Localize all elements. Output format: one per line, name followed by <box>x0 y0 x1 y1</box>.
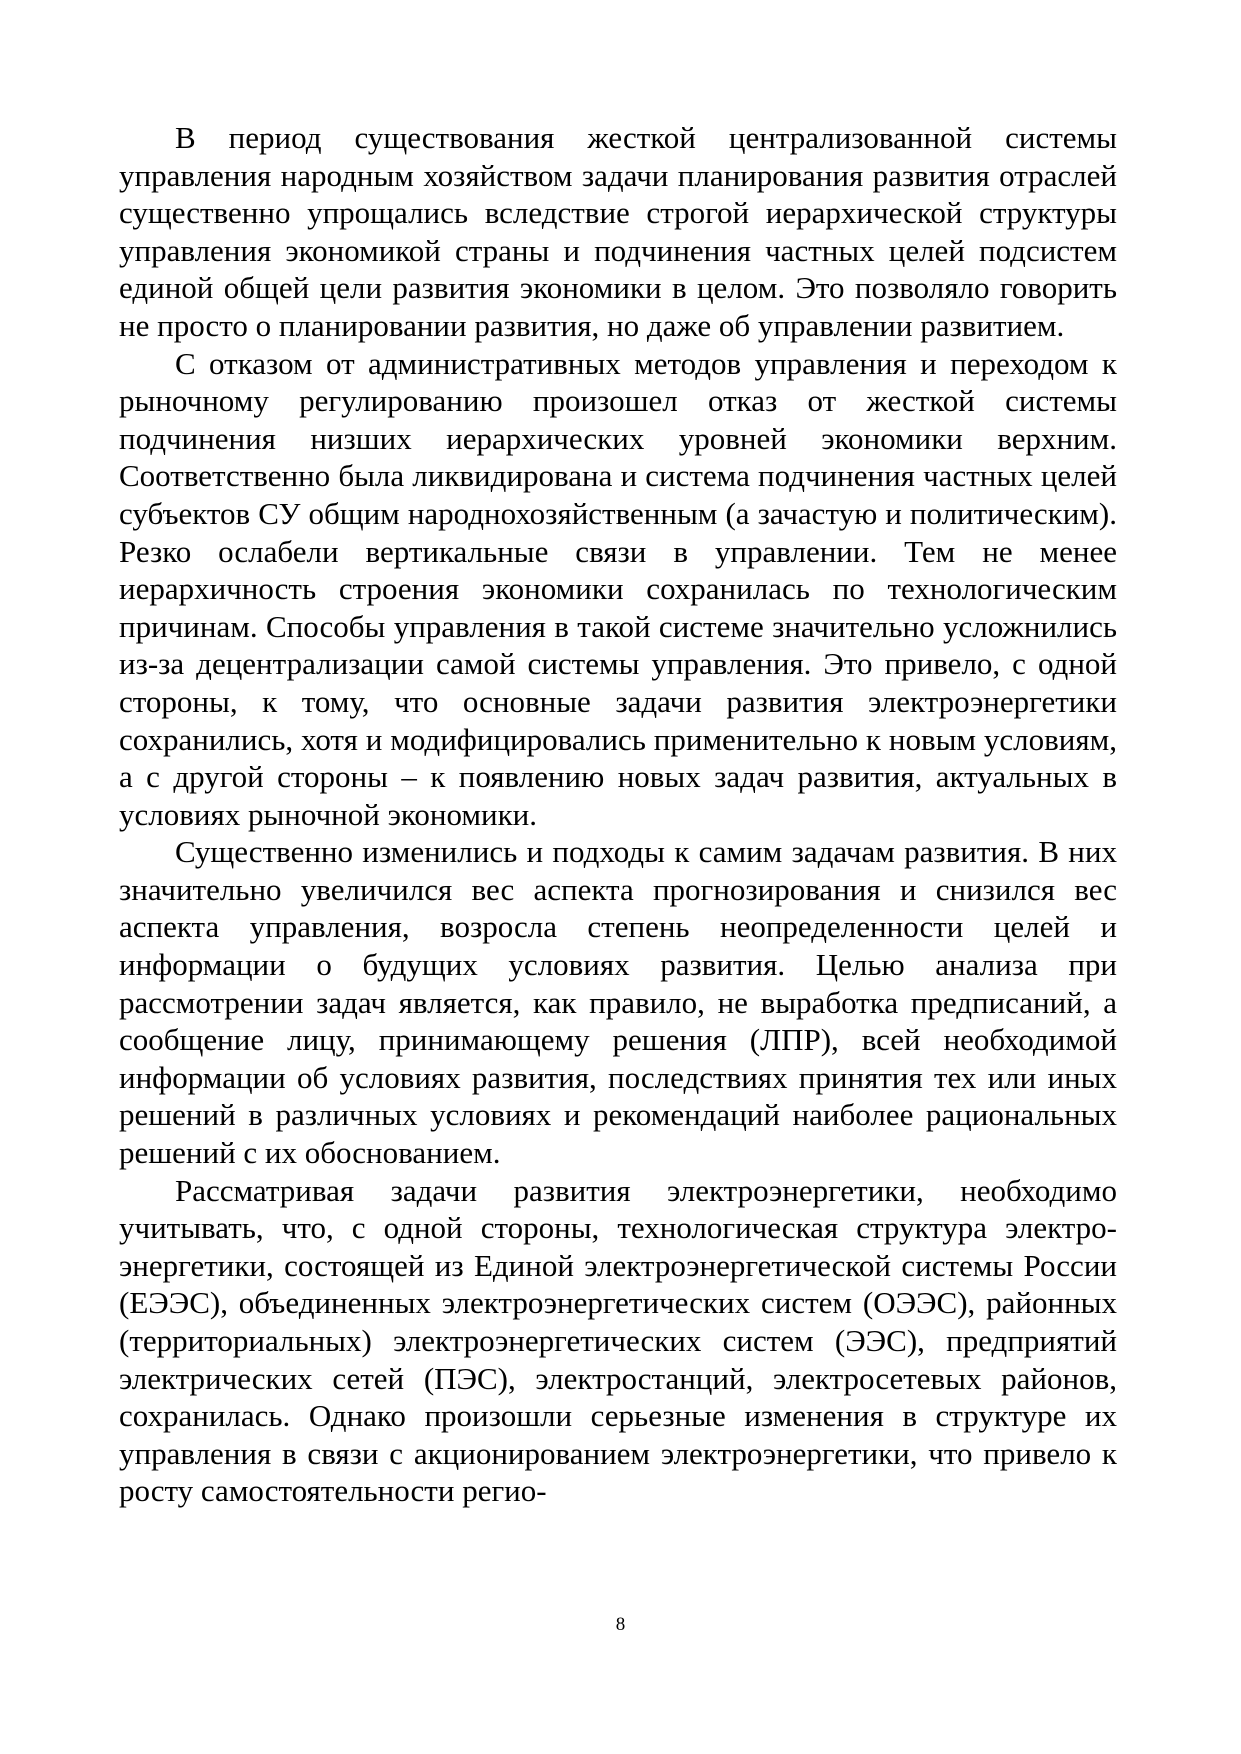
paragraph-2: С отказом от административных методов управления и переходом к рыночному регулированию произошел отказ от жесткой системы подчинения низших иерархических уровней экономики верхним. Соответственно была ликвидирована и система подчинения частных целей субъектов СУ общим народнохозяйственным (а зачастую и политическим). Резко ослабели вертикальные связи в управлении. Тем не менее иерархичность строения экономики сохранилась по технологическим причинам. Способы управления в такой системе значительно усложнились из-за децентрализации самой системы управления. Это привело, с одной стороны, к тому, что основные задачи развития электроэнергетики сохранились, хотя и модифицировались применительно к новым условиям, а с другой стороны – к появлению новых задач развития, актуальных в условиях рыночной экономики. <box>119 345 1117 832</box>
paragraph-4: Рассматривая задачи развития электроэнергетики, необходимо учитывать, что, с одной стороны, технологическая структура электроэнергетики, состоящей из Единой электроэнергетической системы России (ЕЭЭС), объединенных электроэнергетических систем (ОЭЭС), районных (территориальных) электроэнергетических систем (ЭЭС), предприятий электрических сетей (ПЭС), электростанций, электросетевых районов, сохранилась. Однако произошли серьезные изменения в структуре их управления в связи с акционированием электроэнергетики, что привело к росту самостоятельности регио- <box>119 1172 1117 1509</box>
paragraph-3: Существенно изменились и подходы к самим задачам развития. В них значительно увеличился вес аспекта прогнозирования и снизился вес аспекта управления, возросла степень неопределенности целей и информации о будущих условиях развития. Целью анализа при рассмотрении задач является, как правило, не выработка предписаний, а сообщение лицу, принимающему решения (ЛПР), всей необходимой информации об условиях развития, последствиях принятия тех или иных решений в различных условиях и рекомендаций наиболее рациональных решений с их обоснованием. <box>119 834 1117 1171</box>
body-text <box>119 119 1117 1510</box>
paragraph-1: В период существования жесткой централизованной системы управления народным хозяйством задачи планирования развития отраслей существенно упрощались вследствие строгой иерархической структуры управления экономикой страны и подчинения частных целей подсистем единой общей цели развития экономики в целом. Это позволяло говорить не просто о планировании развития, но даже об управлении развитием. <box>119 120 1117 343</box>
page-number: 8 <box>615 1614 626 1635</box>
